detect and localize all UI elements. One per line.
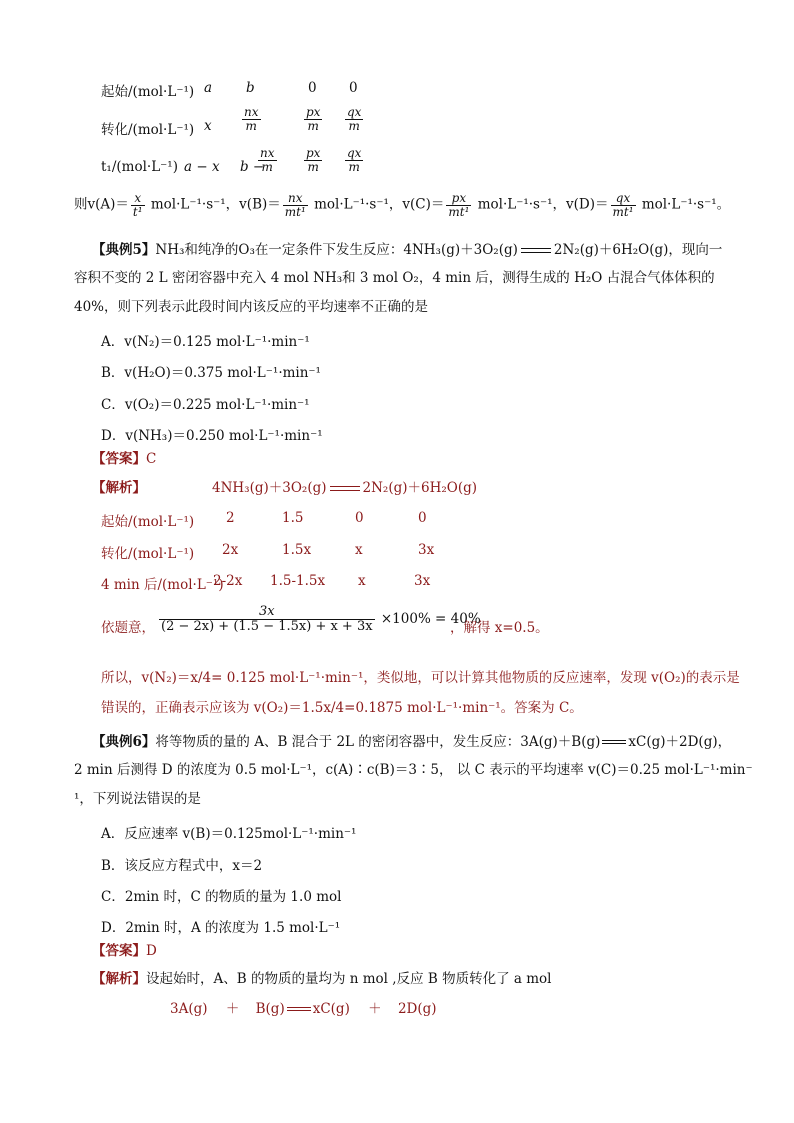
cell: a xyxy=(204,80,213,96)
fraction: $\frac{nx}{m}$ xyxy=(244,105,259,133)
cell: 1.5x xyxy=(282,542,312,558)
ex6-option-a: A．反应速率 v(B)＝0.125mol·L⁻¹·min⁻¹ xyxy=(101,826,357,842)
ex5-option-d: D．v(NH₃)＝0.250 mol·L⁻¹·min⁻¹ xyxy=(101,428,323,444)
equilibrium-arrow-icon xyxy=(330,484,360,494)
ex5-conclusion-line2: 错误的，正确表示应该为 v(O₂)＝1.5x/4=0.1875 mol·L⁻¹·min⁻¹。答案为 C。 xyxy=(101,700,583,716)
cell: x xyxy=(355,542,363,558)
ex6-answer: 【答案】D xyxy=(92,943,157,959)
analysis-row-label: 转化/(mol·L⁻¹) xyxy=(101,546,195,562)
fraction: $\frac{px}{m}$ xyxy=(306,146,321,174)
cell: 1.5 xyxy=(282,510,304,526)
ex5-option-b: B．v(H₂O)＝0.375 mol·L⁻¹·min⁻¹ xyxy=(101,365,321,381)
analysis-row-label: 4 min 后/(mol·L⁻¹) xyxy=(101,577,224,593)
ex5-answer: 【答案】C xyxy=(92,451,157,467)
rate-line: 则v(A)＝ $\frac{x}{\text{t¹}}$ mol·L⁻¹·s⁻¹，v(B)＝ $\frac{nx}{\text{mt¹}}$ mol·L⁻¹·s⁻¹，v(C)＝ $\frac{px}{\text{mt¹}}$ mol·L⁻¹·s⁻¹，v(D)＝ $\frac{qx}{\text{mt¹}}$ mol·L⁻¹·s⁻¹。 xyxy=(74,191,731,219)
ex6-equation: 3A(g) ＋ B(g) xC(g) ＋ 2D(g) xyxy=(170,1001,437,1017)
equal-sign-icon xyxy=(602,739,626,747)
cell: 0 xyxy=(349,80,358,96)
cell: a − x xyxy=(184,159,220,175)
ex5-analysis-equation: 4NH₃(g)＋3O₂(g) 2N₂(g)＋6H₂O(g) xyxy=(212,480,478,496)
table-row-change: 转化/(mol·L⁻¹) xyxy=(101,122,195,138)
cell: 0 xyxy=(355,510,364,526)
cell: b xyxy=(246,80,255,96)
ex6-option-d: D．2min 时，A 的浓度为 1.5 mol·L⁻¹ xyxy=(101,920,341,936)
ex6-option-b: B．该反应方程式中，x＝2 xyxy=(101,858,263,874)
ex5-question-line1: 【典例5】NH₃和纯净的O₃在一定条件下发生反应：4NH₃(g)＋3O₂(g) 2N₂(g)＋6H₂O(g)，现向一 xyxy=(92,242,723,258)
ex5-condition-label: 依题意， xyxy=(101,620,155,636)
ex5-option-a: A．v(N₂)＝0.125 mol·L⁻¹·min⁻¹ xyxy=(101,334,310,350)
fraction: $\frac{qx}{m}$ xyxy=(347,146,362,174)
cell: x xyxy=(204,118,212,134)
ex5-option-c: C．v(O₂)＝0.225 mol·L⁻¹·min⁻¹ xyxy=(101,397,310,413)
ex5-conclusion-line1: 所以，v(N₂)＝x/4= 0.125 mol·L⁻¹·min⁻¹，类似地，可以计算其他物质的反应速率，发现 v(O₂)的表示是 xyxy=(101,670,740,686)
cell: 3x xyxy=(418,542,435,558)
ex5-fraction: $\frac{3x}{(2 - 2x) + (1.5 - 1.5x) + x + 3x}$ ×100% = 40% xyxy=(161,604,481,634)
ex5-question-line2: 容积不变的 2 L 密闭容器中充入 4 mol NH₃和 3 mol O₂，4 min 后，测得生成的 H₂O 占混合气体体积的 xyxy=(74,270,715,286)
cell: 1.5-1.5x xyxy=(270,573,326,589)
fraction: $\frac{qx}{m}$ xyxy=(347,105,362,133)
ex6-question-line1: 【典例6】将等物质的量的 A、B 混合于 2L 的密闭容器中，发生反应：3A(g)＋B(g) xC(g)＋2D(g)， xyxy=(92,734,732,750)
cell: 0 xyxy=(308,80,317,96)
ex5-solve: ，解得 x=0.5。 xyxy=(450,620,549,636)
ex6-option-c: C．2min 时，C 的物质的量为 1.0 mol xyxy=(101,889,342,905)
cell: 2x xyxy=(222,542,239,558)
table-row-t1: t₁/(mol·L⁻¹) xyxy=(101,159,178,175)
equal-sign-icon xyxy=(287,1006,311,1014)
ex5-question-line3: 40%，则下列表示此段时间内该反应的平均速率不正确的是 xyxy=(74,299,429,315)
table-row-start: 起始/(mol·L⁻¹) xyxy=(101,84,195,100)
fraction: $\frac{nx}{m}$ xyxy=(260,146,275,174)
analysis-row-label: 起始/(mol·L⁻¹) xyxy=(101,514,195,530)
cell: 3x xyxy=(414,573,431,589)
ex5-analysis-tag: 【解析】 xyxy=(92,480,146,496)
cell: 0 xyxy=(418,510,427,526)
ex6-question-line3: ¹，下列说法错误的是 xyxy=(74,791,201,807)
cell: 2-2x xyxy=(213,573,243,589)
equilibrium-arrow-icon xyxy=(521,246,551,256)
ex6-analysis: 【解析】设起始时，A、B 的物质的量均为 n mol ,反应 B 物质转化了 a mol xyxy=(92,971,552,987)
ex6-question-line2: 2 min 后测得 D 的浓度为 0.5 mol·L⁻¹，c(A)∶c(B)＝3∶5， 以 C 表示的平均速率 v(C)＝0.25 mol·L⁻¹·min⁻ xyxy=(74,762,753,778)
cell: 2 xyxy=(226,510,235,526)
cell: x xyxy=(358,573,366,589)
cell: b − xyxy=(240,159,265,175)
fraction: $\frac{px}{m}$ xyxy=(306,105,321,133)
